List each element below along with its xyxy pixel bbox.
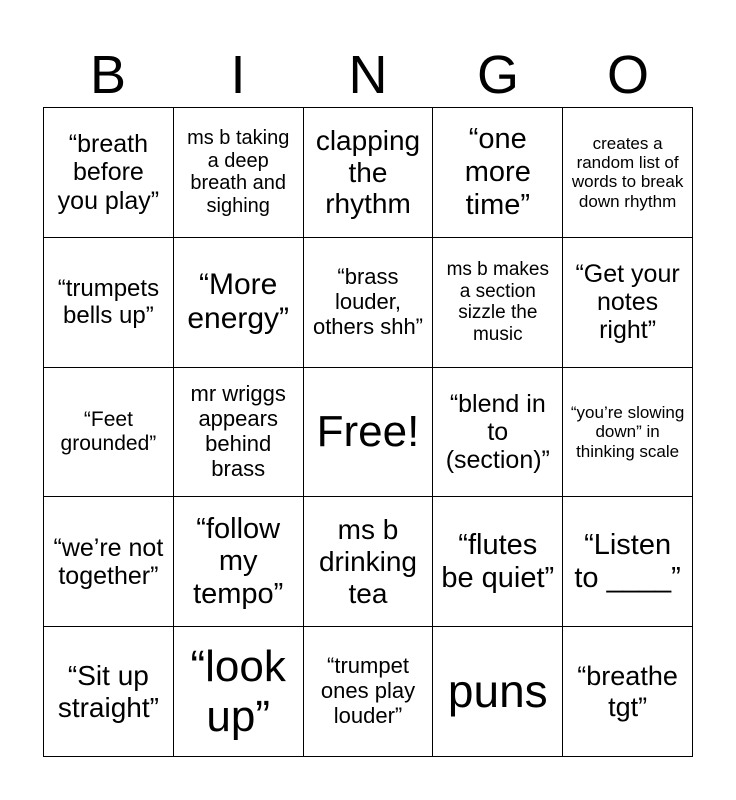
bingo-cell[interactable]	[563, 368, 693, 498]
bingo-cell[interactable]	[174, 238, 304, 368]
cell-text: “we’re not together”	[53, 533, 164, 590]
bingo-cell[interactable]	[44, 238, 174, 368]
bingo-cell[interactable]	[304, 497, 434, 627]
cell-text: “blend in to (section)”	[445, 389, 550, 475]
cell-text: “Feet grounded”	[60, 408, 157, 455]
bingo-cell[interactable]	[433, 238, 563, 368]
cell-text: “More energy”	[187, 268, 290, 336]
cell-text: puns	[447, 664, 548, 717]
cell-text: “breathe tgt”	[577, 661, 678, 722]
bingo-header	[43, 42, 693, 108]
cell-text: “trumpet ones play louder”	[320, 653, 416, 729]
header-letter-n: N	[348, 45, 388, 105]
header-letter-g: G	[476, 45, 519, 105]
bingo-cell[interactable]	[174, 368, 304, 498]
header-letter-o: O	[606, 45, 649, 105]
bingo-cell[interactable]	[304, 238, 434, 368]
free-space-cell[interactable]	[304, 368, 434, 498]
cell-text: “brass louder, others shh”	[312, 263, 424, 339]
bingo-cell[interactable]	[44, 627, 174, 757]
cell-text: mr wriggs appears behind brass	[190, 381, 286, 481]
bingo-grid	[43, 107, 693, 757]
bingo-cell[interactable]	[174, 627, 304, 757]
bingo-cell[interactable]	[304, 108, 434, 238]
bingo-cell[interactable]	[563, 108, 693, 238]
header-letter-b: B	[89, 45, 127, 105]
bingo-cell[interactable]	[44, 108, 174, 238]
cell-text: “flutes be quiet”	[441, 529, 555, 594]
cell-text: ms b drinking tea	[318, 514, 418, 609]
cell-text: clapping the rhythm	[315, 124, 421, 220]
cell-text: ms b makes a section sizzle the music	[446, 259, 549, 345]
bingo-cell[interactable]	[433, 368, 563, 498]
bingo-cell[interactable]	[174, 108, 304, 238]
bingo-cell[interactable]	[304, 627, 434, 757]
cell-text: “you’re slowing down” in thinking scale	[570, 403, 685, 461]
bingo-cell[interactable]	[174, 497, 304, 627]
cell-text: creates a random list of words to break down rhythm	[571, 133, 684, 211]
cell-text: “Sit up straight”	[57, 659, 159, 723]
bingo-cell[interactable]	[563, 238, 693, 368]
cell-text: “trumpets bells up”	[57, 275, 160, 330]
bingo-cell[interactable]	[433, 108, 563, 238]
cell-text: “follow my tempo”	[193, 512, 284, 611]
bingo-cell[interactable]	[44, 497, 174, 627]
cell-text: “one more time”	[464, 123, 531, 221]
cell-text: ms b taking a deep breath and sighing	[187, 127, 290, 217]
bingo-cell[interactable]	[563, 497, 693, 627]
bingo-cell[interactable]	[563, 627, 693, 757]
cell-text: “Listen to ____”	[574, 529, 681, 594]
bingo-cell[interactable]	[433, 627, 563, 757]
bingo-cell[interactable]	[433, 497, 563, 627]
cell-text: “Get your notes right”	[575, 259, 680, 345]
cell-text: “look up”	[190, 641, 286, 741]
header-letter-i: I	[230, 45, 246, 105]
bingo-cell[interactable]	[44, 368, 174, 498]
cell-text: Free!	[316, 407, 420, 457]
cell-text: “breath before you play”	[57, 130, 160, 215]
